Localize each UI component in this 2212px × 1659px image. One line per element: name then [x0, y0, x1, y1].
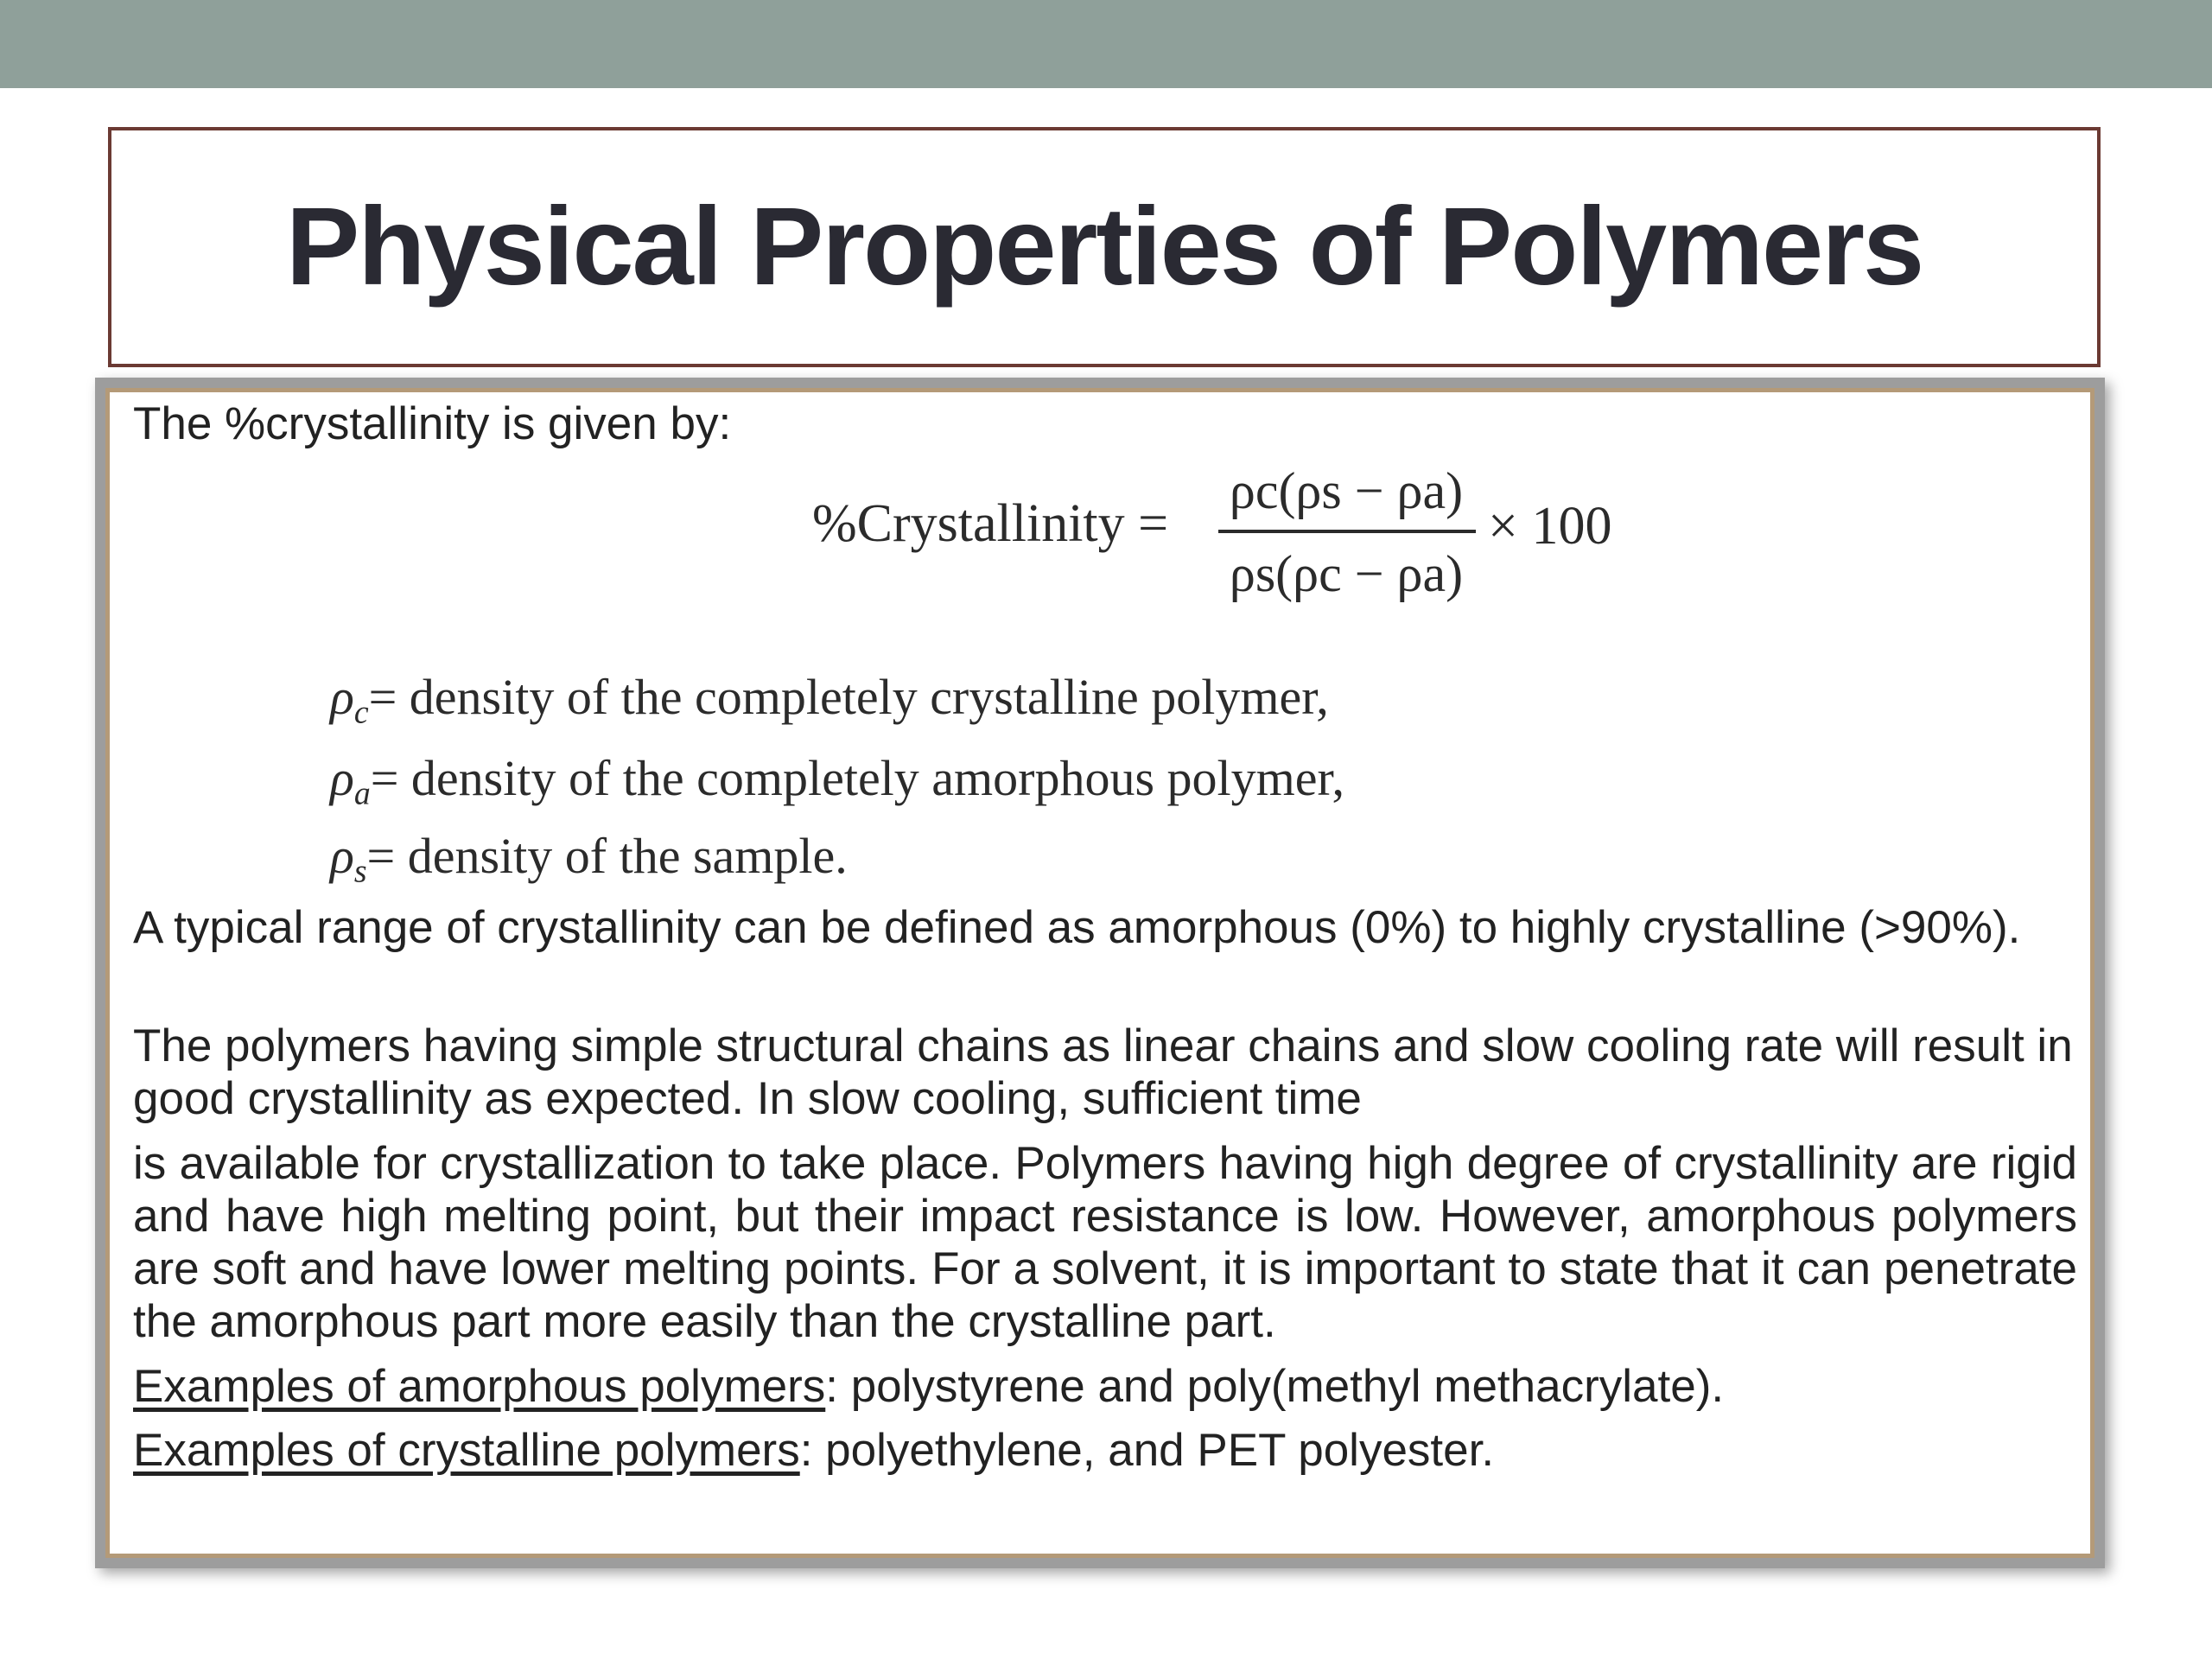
definition-rho-a	[330, 750, 1345, 812]
definition-rho-s	[330, 828, 848, 890]
definition-subscript: a	[353, 775, 371, 812]
definition-symbol: ρ	[330, 828, 354, 884]
examples-amorphous-label: Examples of amorphous polymers	[133, 1361, 826, 1412]
definition-text: = density of the completely crystalline polymer,	[368, 669, 1329, 725]
examples-amorphous-text: : polystyrene and poly(methyl methacrylate).	[825, 1361, 1725, 1412]
equation-denominator: ρs(ρc − ρa)	[1229, 545, 1464, 602]
examples-crystalline	[133, 1424, 2077, 1477]
definition-text: = density of the sample.	[366, 828, 848, 884]
examples-amorphous	[133, 1360, 2077, 1413]
top-band	[0, 0, 2212, 88]
paragraph-cooling: The polymers having simple structural chains as linear chains and slow cooling rate will result in good crystallinity as expected. In slow cooling, sufficient time	[133, 1020, 2073, 1124]
intro-text: The %crystallinity is given by:	[133, 398, 732, 449]
definition-text: = density of the completely amorphous polymer,	[370, 750, 1345, 806]
title-box	[108, 127, 2101, 367]
definition-rho-c	[330, 669, 1329, 731]
slide-title: Physical Properties of Polymers	[285, 185, 1923, 308]
examples-crystalline-label: Examples of crystalline polymers	[133, 1425, 800, 1476]
definition-subscript: s	[353, 853, 367, 890]
equation-multiplier: × 100	[1488, 497, 1612, 556]
definition-subscript: c	[353, 694, 369, 731]
fraction-bar	[1218, 530, 1476, 533]
examples-crystalline-text: : polyethylene, and PET polyester.	[799, 1425, 1495, 1476]
paragraph-properties: is available for crystallization to take place. Polymers having high degree of crystallinity are rigid and have high melting point, but their impact resistance is low. However, amorphous polymers are soft and have lower melting points. For a solvent, it is important to state that it can penetrate the amorphous part more easily than the crystalline part.	[133, 1138, 2077, 1347]
equation-lhs: %Crystallinity =	[812, 494, 1169, 553]
definition-symbol: ρ	[330, 750, 354, 806]
paragraph-range: A typical range of crystallinity can be defined as amorphous (0%) to highly crystalline (>90%).	[133, 902, 2021, 953]
equation-numerator: ρc(ρs − ρa)	[1229, 462, 1464, 519]
definition-symbol: ρ	[330, 669, 354, 725]
